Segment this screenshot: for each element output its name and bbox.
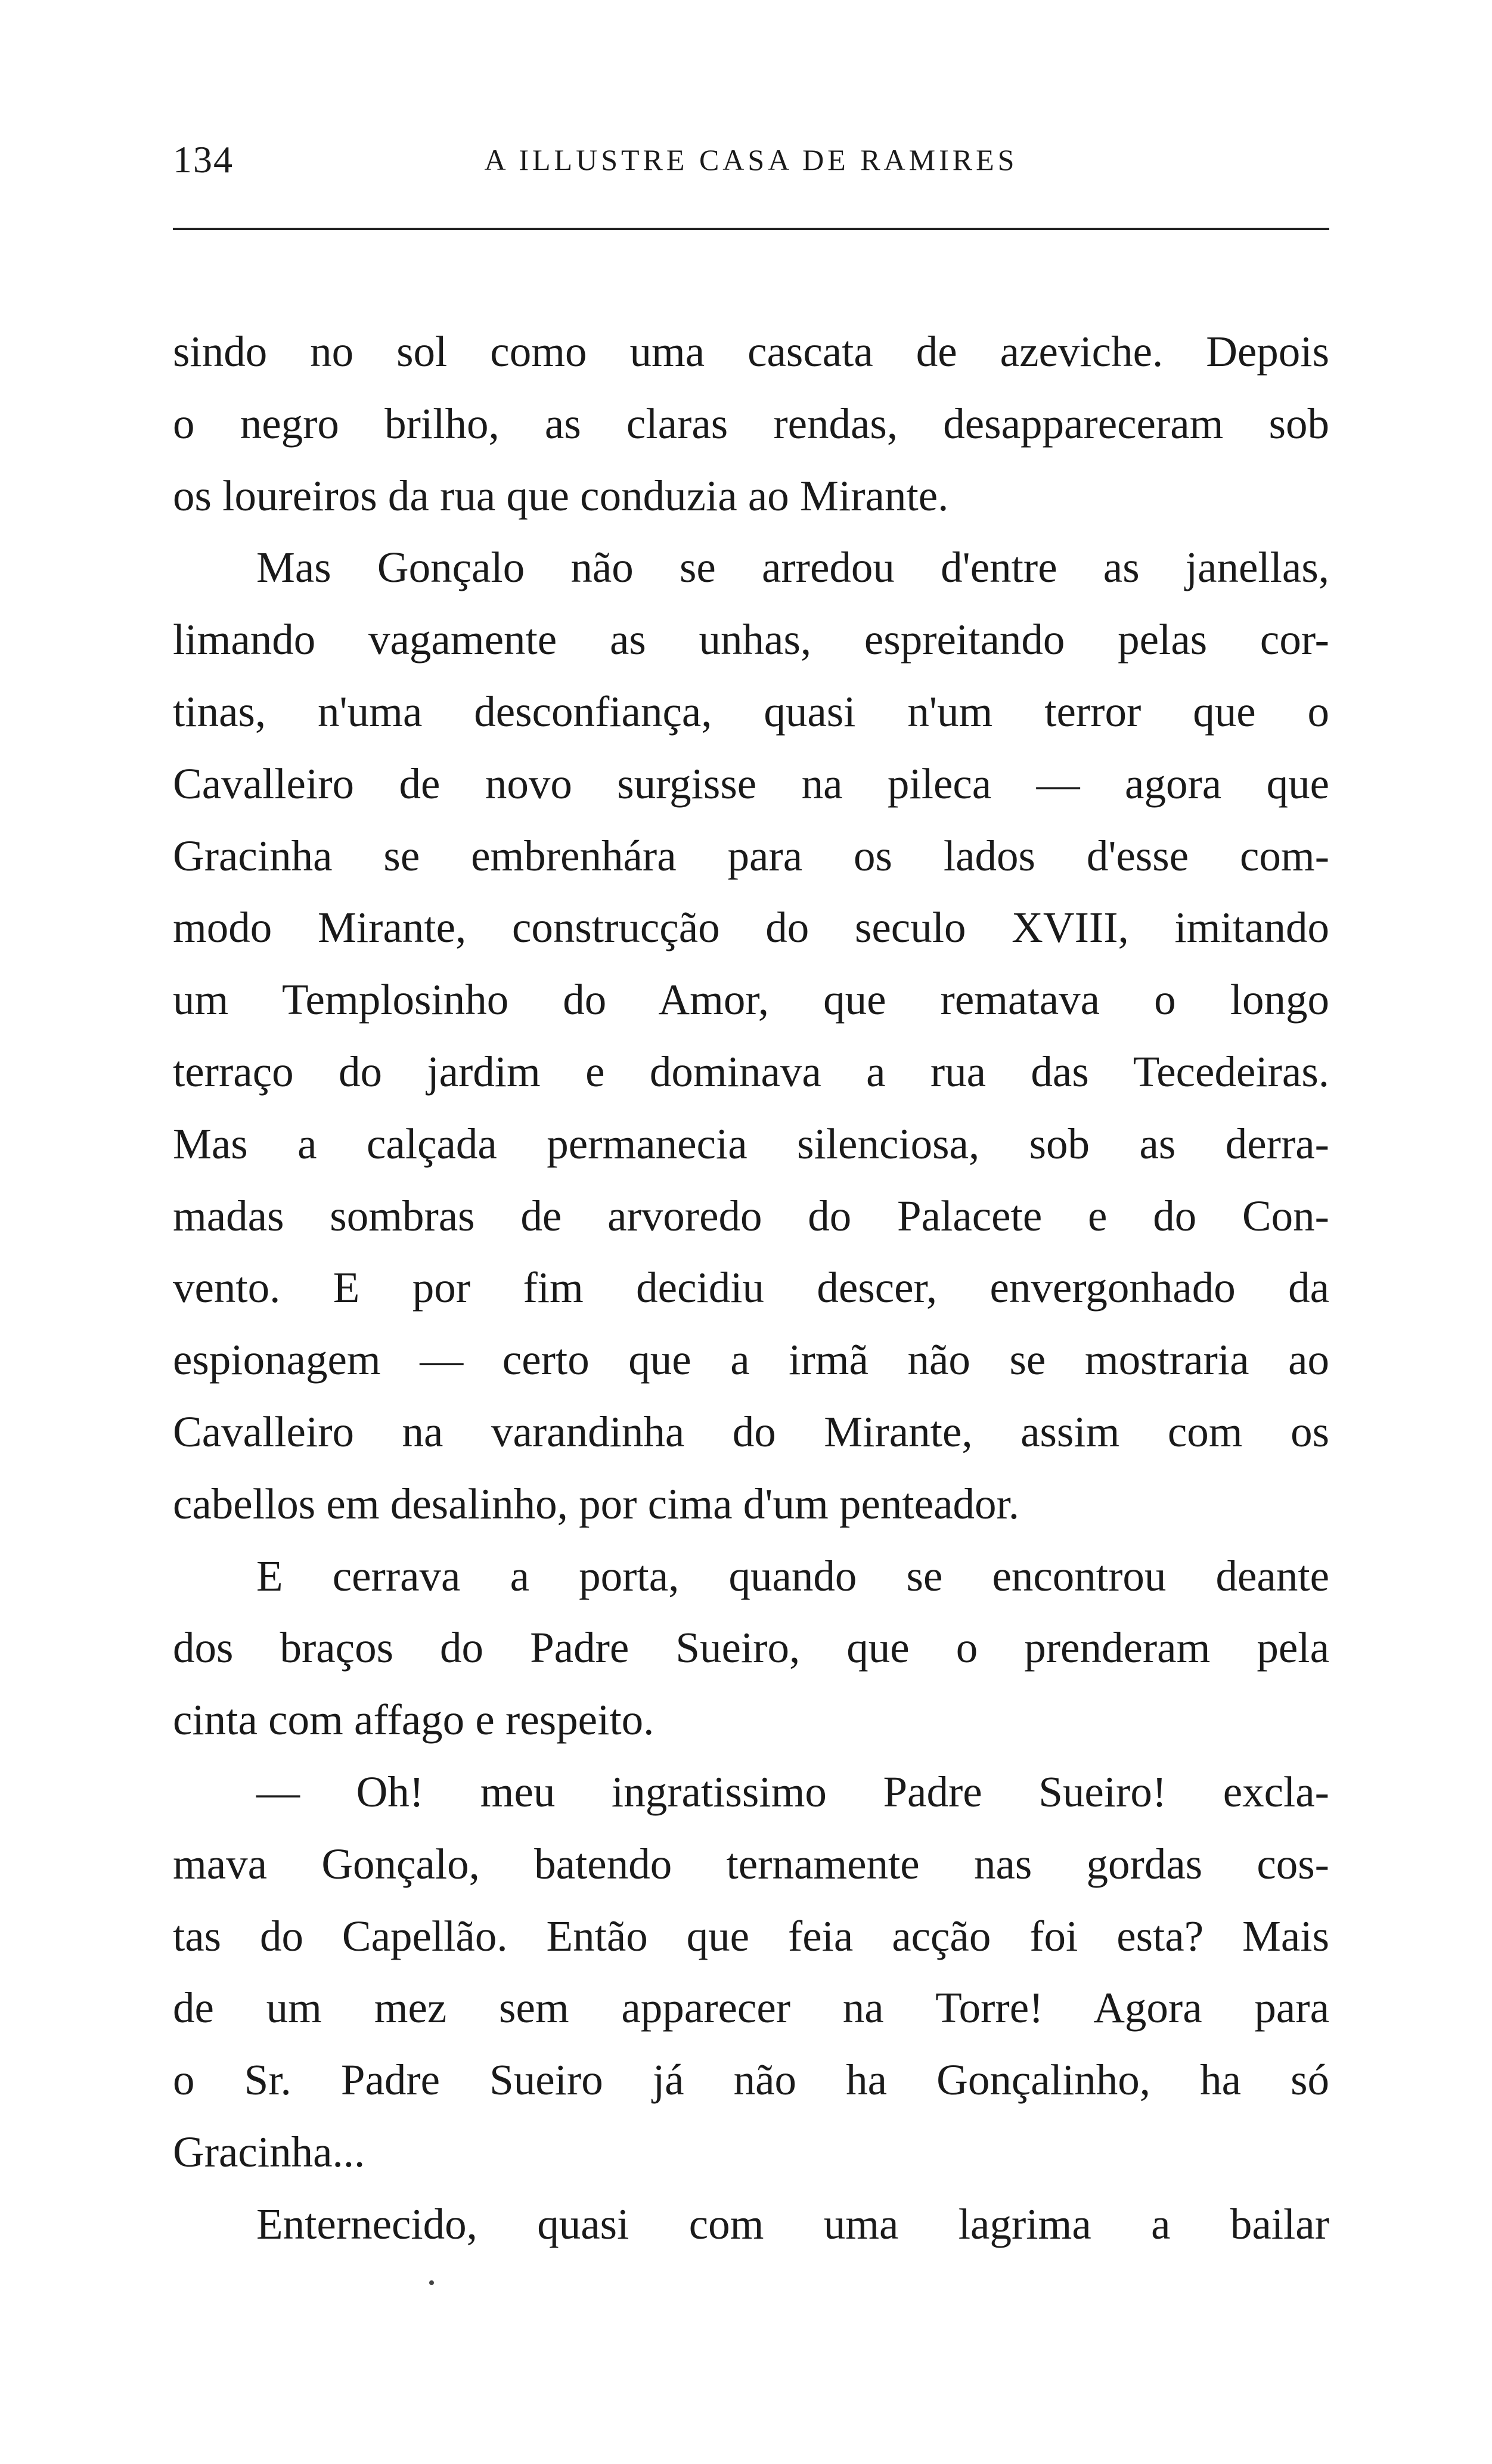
text-line: tas do Capellão. Então que feia acção foi esta? Mais <box>173 1911 1329 1960</box>
text-line: Gracinha se embrenhára para os lados d'esse com- <box>173 831 1329 880</box>
text-line: — Oh! meu ingratissimo Padre Sueiro! excla- <box>256 1767 1329 1816</box>
text-line: Mas a calçada permanecia silenciosa, sob as derra- <box>173 1119 1329 1168</box>
body-text <box>173 316 1329 2261</box>
text-line: os loureiros da rua que conduzia ao Mirante. <box>173 471 949 520</box>
text-line: Gracinha... <box>173 2127 365 2176</box>
text-line: mava Gonçalo, batendo ternamente nas gordas cos- <box>173 1839 1329 1888</box>
running-title: A ILLUSTRE CASA DE RAMIRES <box>484 143 1018 176</box>
text-line: limando vagamente as unhas, espreitando pelas cor- <box>173 615 1329 664</box>
text-line: Cavalleiro na varandinha do Mirante, assim com os <box>173 1407 1329 1456</box>
text-line: o negro brilho, as claras rendas, desappareceram sob <box>173 399 1329 448</box>
page-number: 134 <box>173 138 234 181</box>
text-line: terraço do jardim e dominava a rua das Tecedeiras. <box>173 1047 1329 1096</box>
text-line: o Sr. Padre Sueiro já não ha Gonçalinho, ha só <box>173 2056 1329 2105</box>
text-line: sindo no sol como uma cascata de azeviche. Depois <box>173 327 1329 376</box>
text-line: dos braços do Padre Sueiro, que o prenderam pela <box>173 1623 1329 1672</box>
text-line: Cavalleiro de novo surgisse na pileca — agora que <box>173 759 1329 808</box>
text-line: cabellos em desalinho, por cima d'um penteador. <box>173 1479 1020 1528</box>
text-line: vento. E por fim decidiu descer, envergonhado da <box>173 1263 1329 1312</box>
text-line: de um mez sem apparecer na Torre! Agora para <box>173 1983 1329 2032</box>
text-line: tinas, n'uma desconfiança, quasi n'um terror que o <box>173 687 1329 736</box>
text-line: E cerrava a porta, quando se encontrou deante <box>256 1551 1329 1600</box>
text-line: um Templosinho do Amor, que rematava o longo <box>173 975 1329 1024</box>
text-line: Mas Gonçalo não se arredou d'entre as janellas, <box>256 543 1329 592</box>
running-head <box>173 136 1329 184</box>
text-line: cinta com affago e respeito. <box>173 1696 655 1744</box>
header-rule <box>173 228 1329 230</box>
text-line: modo Mirante, construcção do seculo XVIII, imitando <box>173 903 1329 952</box>
ink-speck <box>429 2280 434 2285</box>
text-line: madas sombras de arvoredo do Palacete e do Con- <box>173 1191 1329 1240</box>
text-line: espionagem — certo que a irmã não se mostraria ao <box>173 1335 1329 1384</box>
text-line: Enternecido, quasi com uma lagrima a bailar <box>256 2199 1329 2248</box>
